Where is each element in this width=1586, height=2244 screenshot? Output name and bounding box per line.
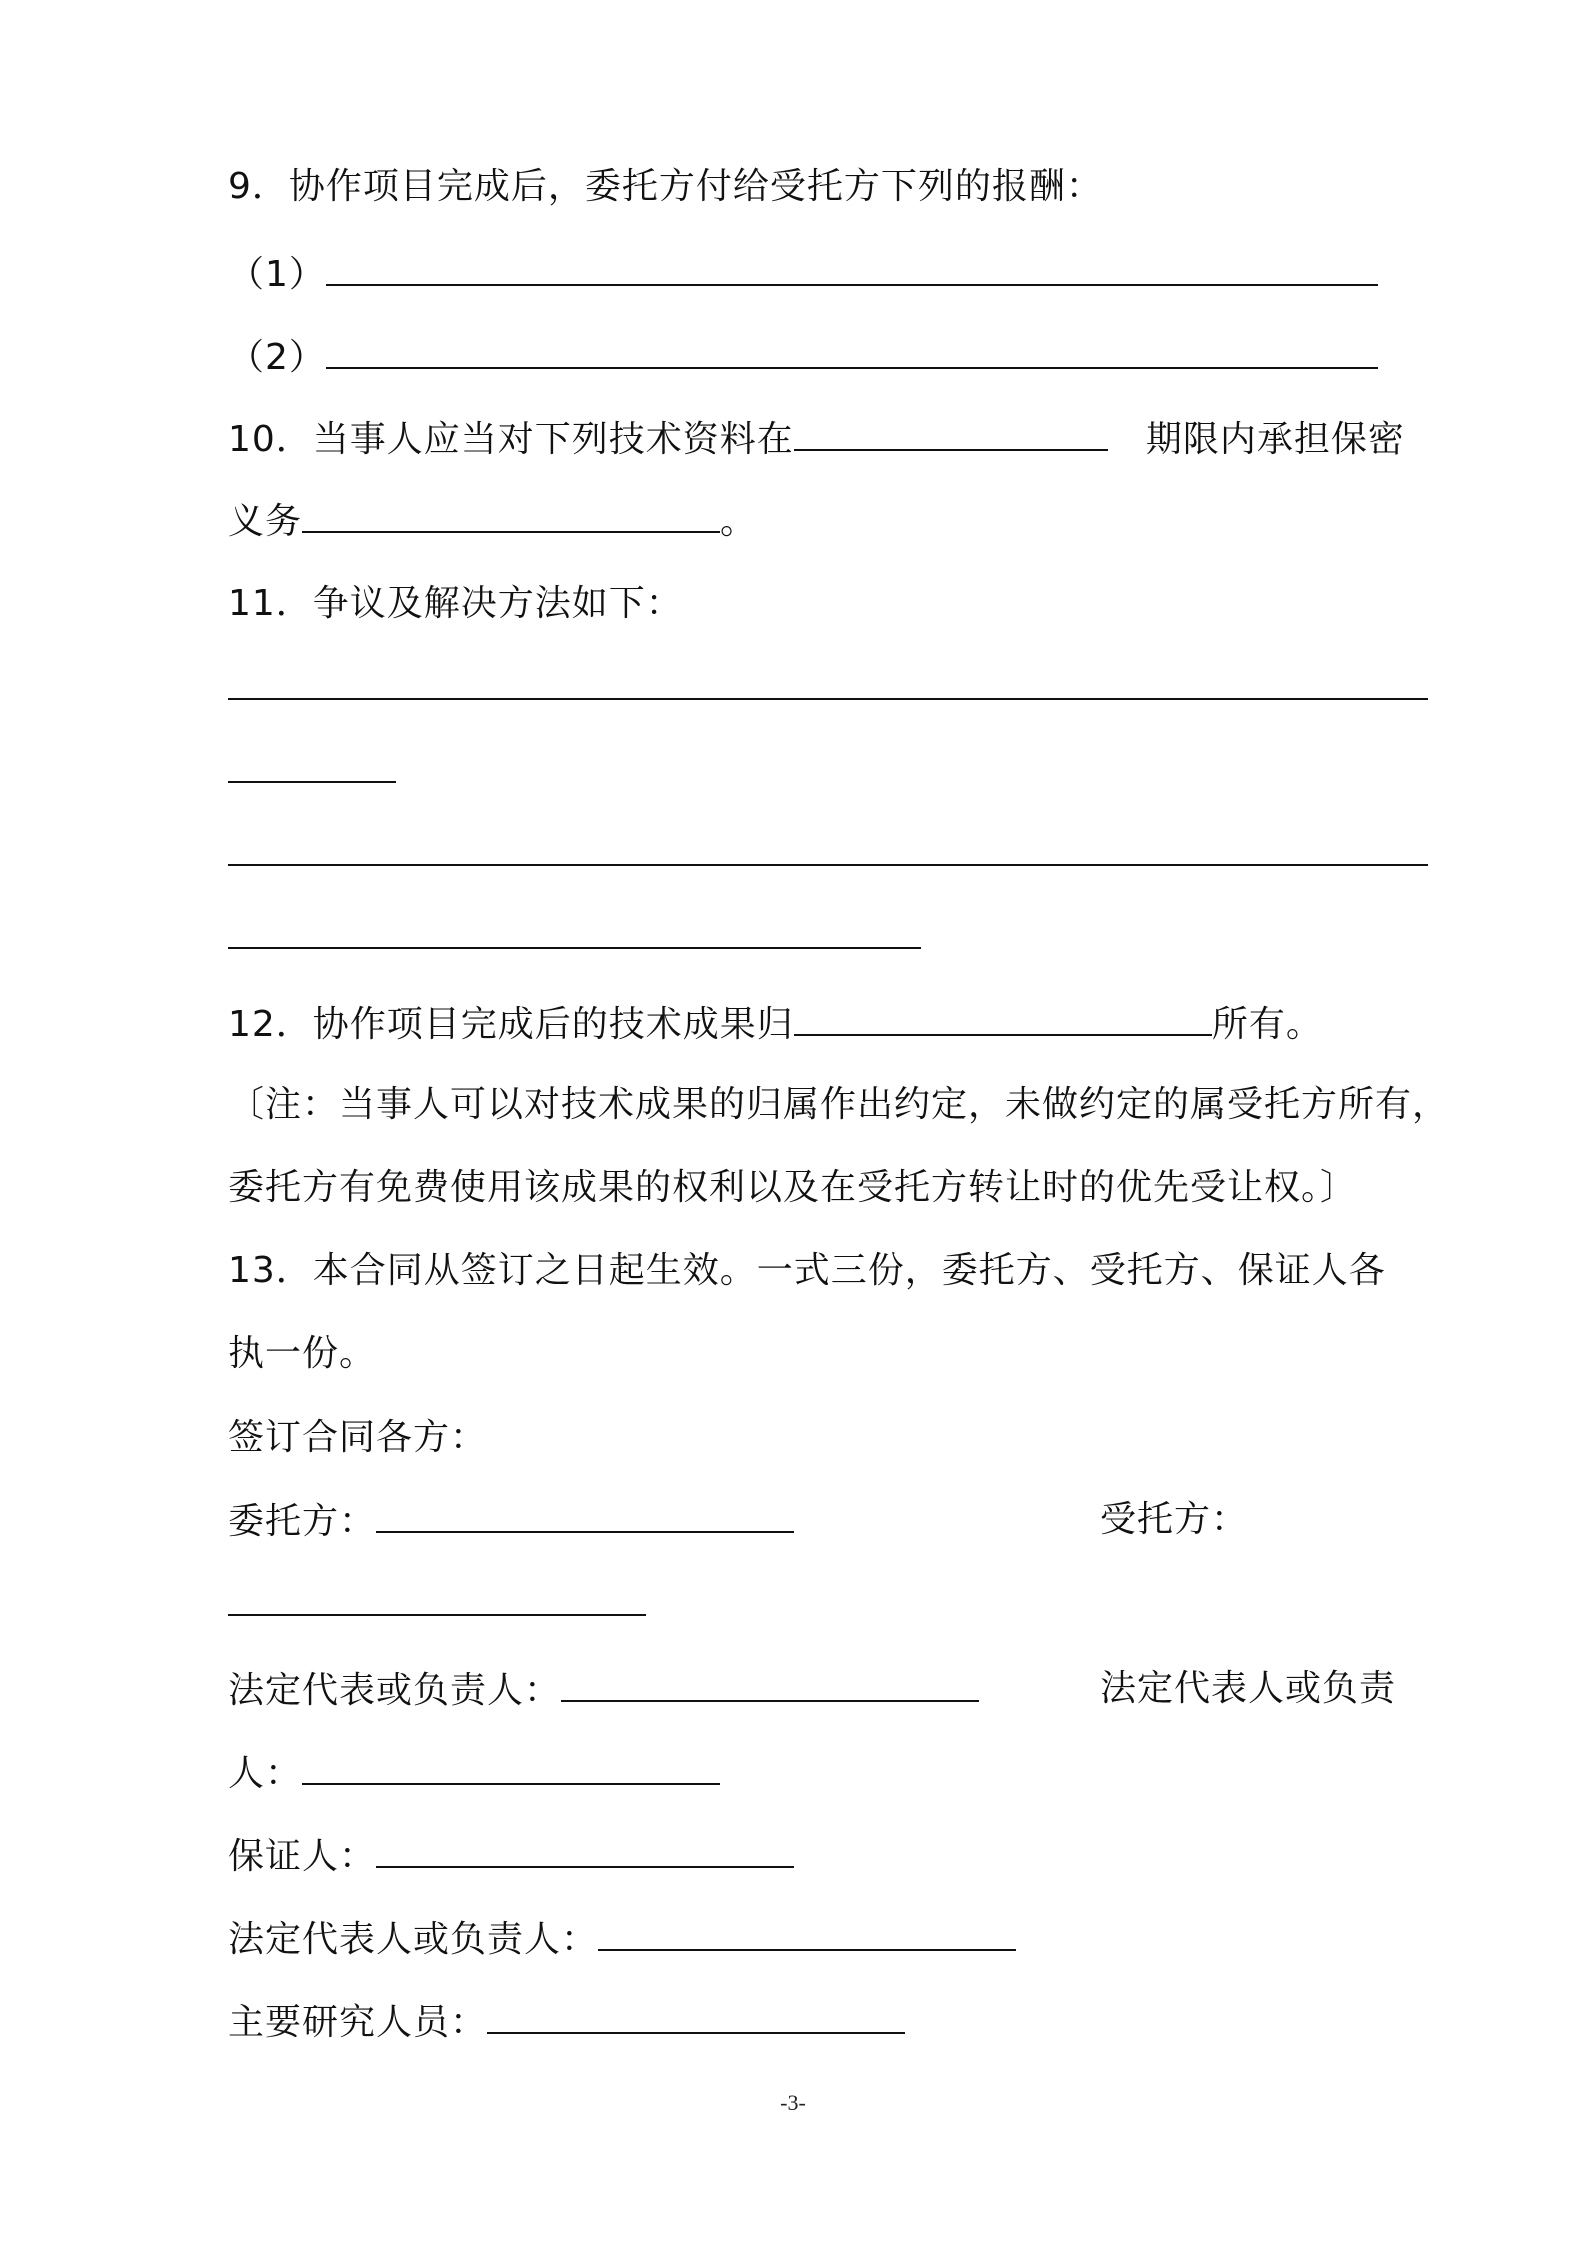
clause-10-text-3: 义务 xyxy=(228,501,303,542)
contractor-rep-line-2 xyxy=(228,1749,720,1797)
confidentiality-obligation-blank[interactable] xyxy=(302,497,720,533)
contractor-rep-label-2: 人： xyxy=(228,1753,303,1794)
ownership-blank[interactable] xyxy=(794,1000,1212,1036)
signatures-title xyxy=(228,1415,487,1461)
contractor-rep-blank[interactable] xyxy=(302,1749,720,1785)
contractor-rep-line-1 xyxy=(1100,1666,1396,1712)
guarantor-label: 保证人： xyxy=(228,1836,377,1877)
guarantor-blank[interactable] xyxy=(376,1832,794,1868)
clause-12-text-2: 所有。 xyxy=(1211,1004,1323,1045)
dispute-line-3 xyxy=(228,830,1428,878)
dispute-line-4 xyxy=(228,913,921,961)
client-rep-label: 法定代表或负责人： xyxy=(228,1670,562,1711)
clause-9-title xyxy=(228,164,1103,210)
confidentiality-period-blank[interactable] xyxy=(794,415,1108,451)
dispute-blank-4[interactable] xyxy=(228,913,921,949)
client-rep-line xyxy=(228,1666,979,1714)
note-line-1 xyxy=(228,1082,1449,1128)
clause-9-item-1 xyxy=(228,250,1378,298)
clause-10-text-2: 期限内承担保密 xyxy=(1145,419,1405,460)
clause-13-text-1: 13．本合同从签订之日起生效。一式三份，委托方、受托方、保证人各 xyxy=(228,1250,1386,1291)
contractor-blank[interactable] xyxy=(228,1580,646,1616)
guarantor-rep-label: 法定代表人或负责人： xyxy=(228,1919,599,1960)
page-number: -3- xyxy=(780,2090,806,2115)
client-blank[interactable] xyxy=(376,1497,794,1533)
client-signature-line xyxy=(228,1497,794,1545)
clause-9-text: 9．协作项目完成后，委托方付给受托方下列的报酬： xyxy=(228,166,1103,207)
researchers-label: 主要研究人员： xyxy=(228,2002,488,2043)
guarantor-rep-line xyxy=(228,1915,1016,1963)
clause-11-title xyxy=(228,581,683,627)
dispute-line-2 xyxy=(228,747,396,795)
clause-10-line-1 xyxy=(228,415,1405,463)
dispute-blank-1[interactable] xyxy=(228,664,1428,700)
note-line-2 xyxy=(228,1165,1357,1211)
item-2-label: （2） xyxy=(228,337,326,378)
client-label: 委托方： xyxy=(228,1501,377,1542)
clause-13-text-2: 执一份。 xyxy=(228,1333,377,1374)
clause-10-end: 。 xyxy=(720,501,758,542)
clause-13-line-2 xyxy=(228,1331,376,1377)
client-rep-blank[interactable] xyxy=(561,1666,979,1702)
note-text-2: 委托方有免费使用该成果的权利以及在受托方转让时的优先受让权。〕 xyxy=(228,1167,1358,1208)
guarantor-rep-blank[interactable] xyxy=(598,1915,1016,1951)
contractor-label: 受托方： xyxy=(1100,1499,1249,1540)
clause-9-item-2 xyxy=(228,333,1378,381)
dispute-blank-3[interactable] xyxy=(228,830,1428,866)
clause-10-text-1: 10．当事人应当对下列技术资料在 xyxy=(228,419,794,460)
dispute-blank-2[interactable] xyxy=(228,747,396,783)
note-text-1: 〔注：当事人可以对技术成果的归属作出约定，未做约定的属受托方所有， xyxy=(228,1084,1450,1125)
clause-10-line-2 xyxy=(228,497,757,545)
dispute-line-1 xyxy=(228,664,1428,712)
clause-12-text-1: 12．协作项目完成后的技术成果归 xyxy=(228,1004,794,1045)
clause-11-text: 11．争议及解决方法如下： xyxy=(228,583,683,624)
item-1-blank[interactable] xyxy=(326,250,1378,286)
clause-12-line xyxy=(228,1000,1323,1048)
contractor-signature-line xyxy=(1100,1497,1248,1543)
clause-13-line-1 xyxy=(228,1248,1386,1294)
researchers-blank[interactable] xyxy=(487,1998,905,2034)
contractor-blank-line xyxy=(228,1580,646,1628)
item-2-blank[interactable] xyxy=(326,333,1378,369)
item-1-label: （1） xyxy=(228,254,326,295)
signatures-title-text: 签订合同各方： xyxy=(228,1417,488,1458)
contractor-rep-label-1: 法定代表人或负责 xyxy=(1100,1668,1397,1709)
researchers-line xyxy=(228,1998,905,2046)
guarantor-line xyxy=(228,1832,794,1880)
